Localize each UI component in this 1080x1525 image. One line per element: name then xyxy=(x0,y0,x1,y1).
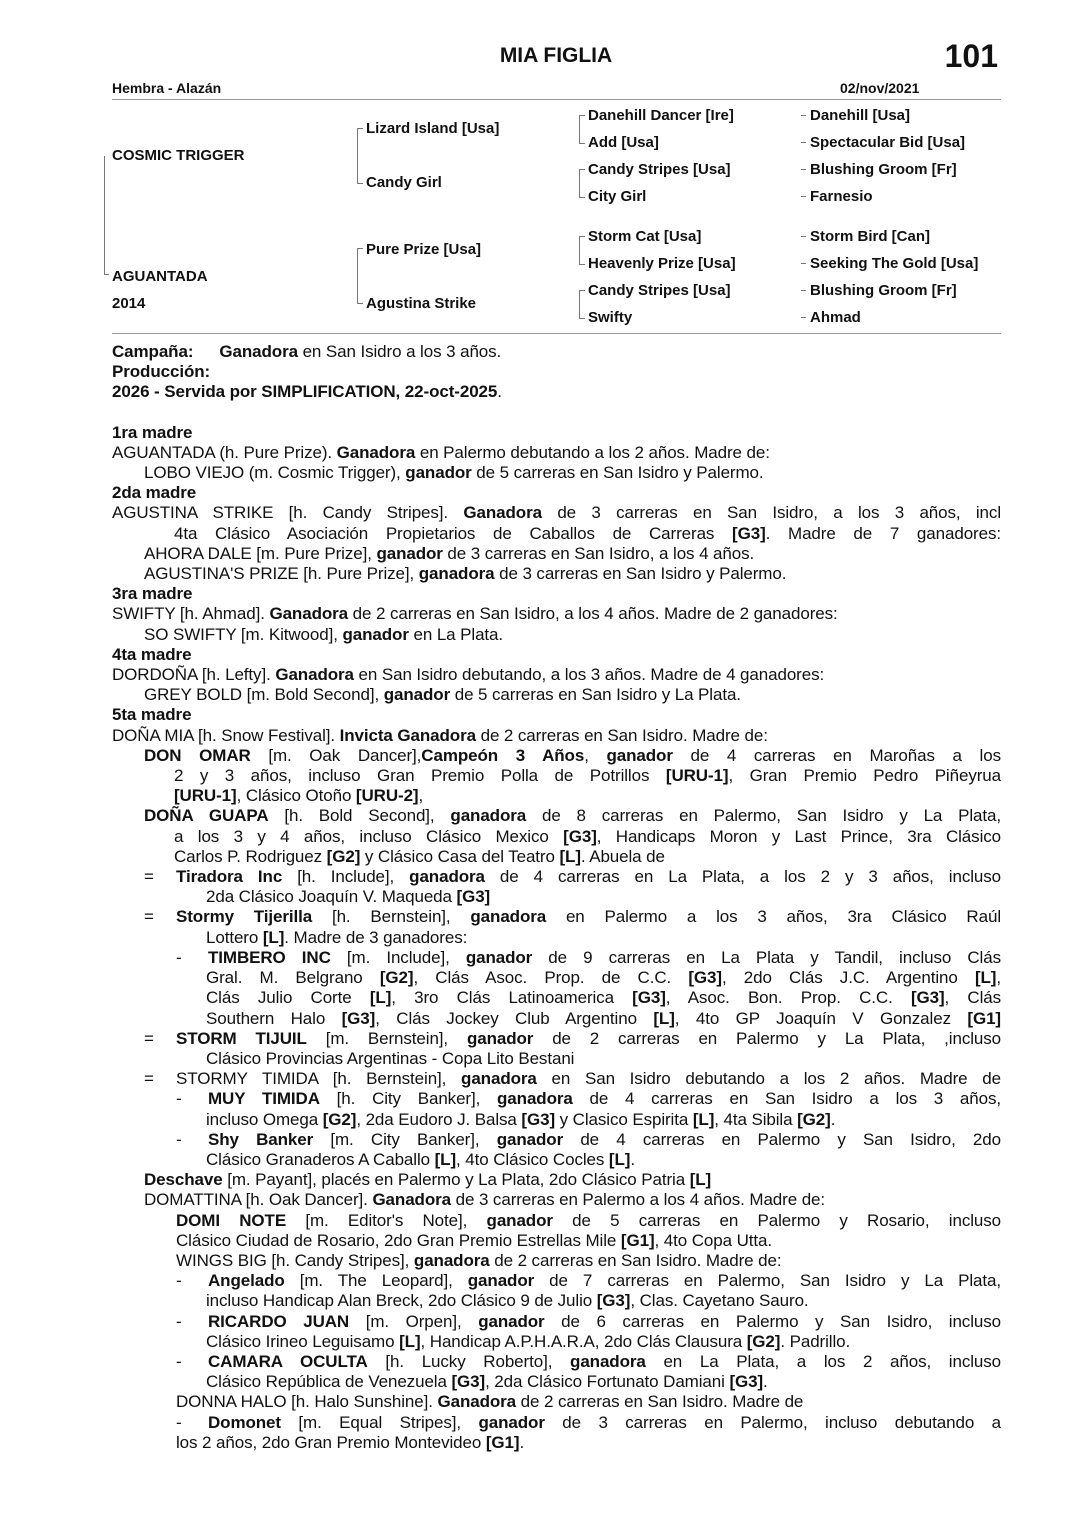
great-grand-offspring-line: los 2 años, 2do Gran Premio Montevideo [G1]. xyxy=(176,1432,525,1452)
dam-heading-5: 5ta madre xyxy=(112,705,192,725)
offspring-line: LOBO VIEJO (m. Cosmic Trigger), ganador de 5 carreras en San Isidro y Palermo. xyxy=(144,463,764,483)
pedigree-rule xyxy=(112,333,1001,334)
offspring-line: AHORA DALE [m. Pure Prize], ganador de 3 carreras en San Isidro, a los 4 años. xyxy=(144,543,755,563)
pedigree-bracket xyxy=(104,274,109,275)
dam-2-line: 4ta Clásico Asociación Propietarios de Caballos de Carreras [G3]. Madre de 7 ganadores: xyxy=(174,523,1001,543)
catalog-date: 02/nov/2021 xyxy=(840,80,920,96)
production-line: 2026 - Servida por SIMPLIFICATION, 22-oct-2025. xyxy=(112,382,502,402)
grand-offspring-line: = STORM TIJUIL [m. Bernstein], ganador de 2 carreras en Palermo y La Plata, ,incluso xyxy=(144,1028,1002,1048)
pedigree-dam-year: 2014 xyxy=(112,295,146,312)
offspring-line: AGUSTINA'S PRIZE [h. Pure Prize], ganadora de 3 carreras en San Isidro y Palermo. xyxy=(144,564,787,584)
header-rule xyxy=(112,99,1001,100)
great-grand-offspring-line: - MUY TIMIDA [h. City Banker], ganadora de 4 carreras en San Isidro a los 3 años, xyxy=(176,1089,1001,1109)
grand-offspring-line: = STORMY TIMIDA [h. Bernstein], ganadora en San Isidro debutando a los 2 años. Madre de xyxy=(144,1069,1001,1089)
pedigree-gen4: Blushing Groom [Fr] xyxy=(810,282,957,299)
grand-offspring-line: DOMI NOTE [m. Editor's Note], ganador de 5 carreras en Palermo y Rosario, incluso xyxy=(176,1210,1002,1230)
grand-offspring-line: DONNA HALO [h. Halo Sunshine]. Ganadora de 2 carreras en San Isidro. Madre de xyxy=(176,1392,804,1412)
pedigree-sire: COSMIC TRIGGER xyxy=(112,147,245,164)
pedigree-gen2: Lizard Island [Usa] xyxy=(366,120,500,137)
great-grand-offspring-line: Clásico Irineo Leguisamo [L], Handicap A.P.H.A.R.A, 2do Clás Clausura [G2]. Padrillo. xyxy=(206,1331,851,1351)
great-grand-offspring-line: Clásico Granaderos A Caballo [L], 4to Clásico Cocles [L]. xyxy=(206,1149,635,1169)
pedigree-gen4: Ahmad xyxy=(810,309,861,326)
great-grand-offspring-line: incluso Omega [G2], 2da Eudoro J. Balsa [G3] y Clasico Espirita [L], 4ta Sibila [G2]. xyxy=(206,1109,836,1129)
great-grand-offspring-line: - Domonet [m. Equal Stripes], ganador de 3 carreras en Palermo, incluso debutando a xyxy=(176,1412,1001,1432)
pedigree-gen3: Swifty xyxy=(588,309,633,326)
grand-offspring-line: Lottero [L]. Madre de 3 ganadores: xyxy=(206,927,468,947)
great-grand-offspring-line: Clásico República de Venezuela [G3], 2da Clásico Fortunato Damiani [G3]. xyxy=(206,1372,768,1392)
pedigree-gen3: Candy Stripes [Usa] xyxy=(588,282,731,299)
offspring-line: DOMATTINA [h. Oak Dancer]. Ganadora de 3 carreras en Palermo a los 4 años. Madre de: xyxy=(144,1190,826,1210)
offspring-line: 2 y 3 años, incluso Gran Premio Polla de Potrillos [URU-1], Gran Premio Pedro Piñeyrua xyxy=(174,766,1001,786)
grand-offspring-line: = Stormy Tijerilla [h. Bernstein], ganadora en Palermo a los 3 años, 3ra Clásico Raúl xyxy=(144,907,1001,927)
pedigree-dash xyxy=(801,115,806,116)
offspring-line: DOÑA GUAPA [h. Bold Second], ganadora de 8 carreras en Palermo, San Isidro y La Plata, xyxy=(144,806,1001,826)
pedigree-gen3: Storm Cat [Usa] xyxy=(588,228,702,245)
pedigree-gen3: Add [Usa] xyxy=(588,134,659,151)
pedigree-bracket xyxy=(579,169,585,198)
pedigree-gen3: Candy Stripes [Usa] xyxy=(588,161,731,178)
campaign-line: Campaña: Ganadora en San Isidro a los 3 años. xyxy=(112,342,502,361)
dam-heading-1: 1ra madre xyxy=(112,422,193,442)
pedigree-bracket xyxy=(579,236,585,265)
pedigree-gen3: City Girl xyxy=(588,188,647,205)
pedigree-bracket xyxy=(579,290,585,319)
grand-offspring-line: WINGS BIG [h. Candy Stripes], ganadora de 2 carreras en San Isidro. Madre de: xyxy=(176,1250,782,1270)
great-grand-offspring-line: Gral. M. Belgrano [G2], Clás Asoc. Prop. de C.C. [G3], 2do Clás J.C. Argentino [L], xyxy=(206,968,1001,988)
great-grand-offspring-line: - Shy Banker [m. City Banker], ganador de 4 carreras en Palermo y San Isidro, 2do xyxy=(176,1129,1001,1149)
grand-offspring-line: 2da Clásico Joaquín V. Maqueda [G3] xyxy=(206,887,491,907)
pedigree-gen4: Farnesio xyxy=(810,188,873,205)
great-grand-offspring-line: incluso Handicap Alan Breck, 2do Clásico 9 de Julio [G3], Clas. Cayetano Sauro. xyxy=(206,1291,809,1311)
offspring-line: [URU-1], Clásico Otoño [URU-2], xyxy=(174,786,424,806)
pedigree-gen4: Blushing Groom [Fr] xyxy=(810,161,957,178)
offspring-line: a los 3 y 4 años, incluso Clásico Mexico [G3], Handicaps Moron y Last Prince, 3ra Clásico xyxy=(174,826,1001,846)
dam-3-line: SWIFTY [h. Ahmad]. Ganadora de 2 carreras en San Isidro, a los 4 años. Madre de 2 ganadores: xyxy=(112,604,838,624)
great-grand-offspring-line: Clás Julio Corte [L], 3ro Clás Latinoamerica [G3], Asoc. Bon. Prop. C.C. [G3], Clás xyxy=(206,988,1002,1008)
great-grand-offspring-line: - TIMBERO INC [m. Include], ganador de 9 carreras en La Plata y Tandil, incluso Clás xyxy=(176,947,1001,967)
dam-heading-4: 4ta madre xyxy=(112,644,192,664)
catalog-body xyxy=(112,342,1001,1453)
pedigree-bracket xyxy=(579,115,585,144)
pedigree-bracket xyxy=(104,156,105,275)
pedigree-dam: AGUANTADA xyxy=(112,268,208,285)
production-label: Producción: xyxy=(112,362,211,382)
grand-offspring-line: Clásico Provincias Argentinas - Copa Lito Bestani xyxy=(206,1048,575,1068)
great-grand-offspring-line: - RICARDO JUAN [m. Orpen], ganador de 6 carreras en Palermo y San Isidro, incluso xyxy=(176,1311,1001,1331)
pedigree-gen4: Spectacular Bid [Usa] xyxy=(810,134,966,151)
great-grand-offspring-line: - Angelado [m. The Leopard], ganador de 7 carreras en Palermo, San Isidro y La Plata, xyxy=(176,1271,1002,1291)
great-grand-offspring-line: - CAMARA OCULTA [h. Lucky Roberto], ganadora en La Plata, a los 2 años, incluso xyxy=(176,1351,1002,1371)
dam-5-line: DOÑA MIA [h. Snow Festival]. Invicta Ganadora de 2 carreras en San Isidro. Madre de: xyxy=(112,725,768,745)
pedigree-gen3: Heavenly Prize [Usa] xyxy=(588,255,736,272)
great-grand-offspring-line: Southern Halo [G3], Clás Jockey Club Argentino [L], 4to GP Joaquín V Gonzalez [G1] xyxy=(206,1008,1001,1028)
grand-offspring-line: Clásico Ciudad de Rosario, 2do Gran Premio Estrellas Mile [G1], 4to Copa Utta. xyxy=(176,1230,772,1250)
pedigree-dash xyxy=(801,290,806,291)
offspring-line: DON OMAR [m. Oak Dancer],Campeón 3 Años, ganador de 4 carreras en Maroñas a los xyxy=(144,745,1001,765)
grand-offspring-line: = Tiradora Inc [h. Include], ganadora de 4 carreras en La Plata, a los 2 y 3 años, incluso xyxy=(144,867,1002,887)
pedigree-gen2: Candy Girl xyxy=(366,174,442,191)
pedigree-gen4: Danehill [Usa] xyxy=(810,107,911,124)
pedigree-bracket xyxy=(357,248,363,304)
dam-heading-3: 3ra madre xyxy=(112,584,193,604)
horse-name: MIA FIGLIA xyxy=(499,44,613,67)
pedigree-dash xyxy=(801,169,806,170)
dam-4-line: DORDOÑA [h. Lefty]. Ganadora en San Isidro debutando, a los 3 años. Madre de 4 ganadores: xyxy=(112,665,825,685)
offspring-line: GREY BOLD [m. Bold Second], ganador de 5 carreras en San Isidro y La Plata. xyxy=(144,685,741,705)
offspring-line: Carlos P. Rodriguez [G2] y Clásico Casa del Teatro [L]. Abuela de xyxy=(174,846,665,866)
sex-color: Hembra - Alazán xyxy=(112,80,222,96)
pedigree-dash xyxy=(801,263,806,264)
offspring-line: SO SWIFTY [m. Kitwood], ganador en La Plata. xyxy=(144,624,504,644)
pedigree-gen4: Seeking The Gold [Usa] xyxy=(810,255,979,272)
dam-1-line: AGUANTADA (h. Pure Prize). Ganadora en Palermo debutando a los 2 años. Madre de: xyxy=(112,442,770,462)
pedigree-gen4: Storm Bird [Can] xyxy=(810,228,930,245)
pedigree-gen3: Danehill Dancer [Ire] xyxy=(588,107,734,124)
offspring-line: Deschave [m. Payant], placés en Palermo y La Plata, 2do Clásico Patria [L] xyxy=(144,1170,712,1190)
pedigree-dash xyxy=(801,236,806,237)
pedigree-dash xyxy=(801,196,806,197)
pedigree-gen2: Agustina Strike xyxy=(366,295,477,312)
pedigree-bracket xyxy=(357,128,363,184)
pedigree-dash xyxy=(801,317,806,318)
dam-2-line: AGUSTINA STRIKE [h. Candy Stripes]. Ganadora de 3 carreras en San Isidro, a los 3 años, incl xyxy=(112,503,1001,523)
dam-heading-2: 2da madre xyxy=(112,483,197,503)
page-number: 101 xyxy=(944,38,998,74)
pedigree-gen2: Pure Prize [Usa] xyxy=(366,241,482,258)
pedigree-dash xyxy=(801,142,806,143)
